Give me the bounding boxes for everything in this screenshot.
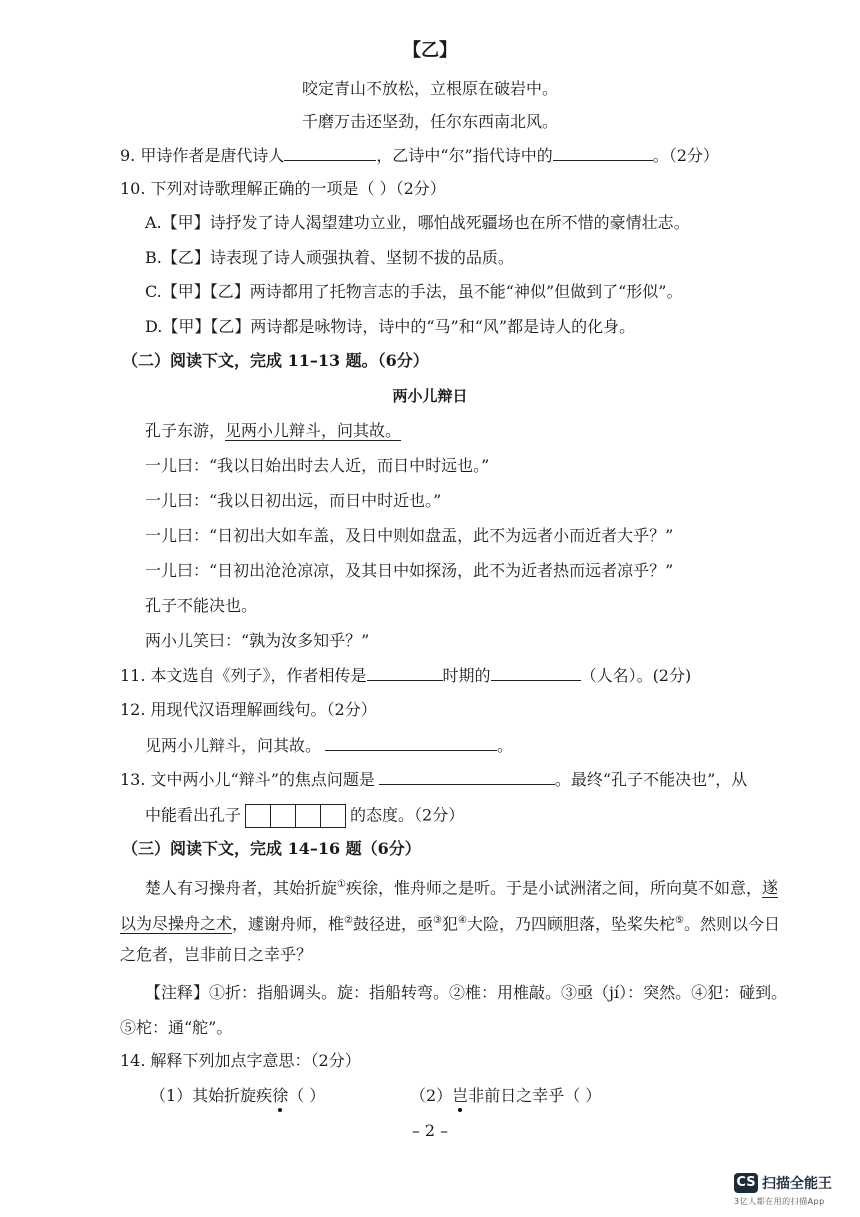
question-9 [120,144,719,167]
question-12-answer [145,734,513,757]
q12-sentence: 见两小儿辩斗，问其故。 [145,736,322,755]
q11-blank-1[interactable] [367,664,443,681]
dotted-character: 岂 [452,1086,469,1105]
p3-text: 大险，乃四顾胆落，坠桨失柁 [466,914,675,934]
watermark-title: 扫描全能王 [762,1176,832,1192]
q9-blank-1[interactable] [284,144,376,161]
passage-line-7: 两小儿笑曰：“孰为汝多知乎？” [145,631,370,650]
q13-text-c: 中能看出孔子 [145,805,242,825]
underlined-sentence: 见两小儿辩斗，问其故。 [225,421,402,440]
q14-item-2-answer[interactable]: 非前日之幸乎（ ） [468,1086,602,1105]
dotted-character: 徐 [272,1086,289,1105]
q9-text-c: 。（2分） [652,146,719,165]
q10-option-d: D.【甲】【乙】两诗都是咏物诗，诗中的“马”和“风”都是诗人的化身。 [145,317,636,336]
q11-text-a: 11. 本文选自《列子》，作者相传是 [120,666,367,685]
poem-yi-line-2: 千磨万击还坚劲，任尔东西南北风。 [301,112,558,131]
page-number: – 2 – [411,1121,449,1140]
q13-text-d: 的态度。（2分） [350,805,465,825]
q9-blank-2[interactable] [553,144,653,161]
watermark-subtitle: 3亿人都在用的扫描App [734,1197,825,1206]
footnote-marker-3: ③ [433,915,442,926]
footnote-marker-4: ④ [458,915,467,926]
p3-text: ，遽谢舟师，椎 [232,914,345,934]
q10-option-a: A.【甲】诗抒发了诗人渴望建功立业，哪怕战死疆场也在所不惜的豪情壮志。 [145,213,690,232]
p3-text: 楚人有习操舟者，其始折旋 [145,878,338,898]
q10-option-c: C.【甲】【乙】两诗都用了托物言志的手法，虽不能“神似”但做到了“形似”。 [145,282,683,301]
q9-text-b: ，乙诗中“尔”指代诗中的 [376,146,553,165]
p3-text: 鼓径进，亟 [353,914,434,934]
q14-item-2 [410,1085,601,1107]
footnote-marker-5: ⑤ [674,915,684,926]
section-2-heading: （二）阅读下文，完成 11–13 题。（6分） [122,351,429,370]
passage-line-1-plain: 孔子东游， [145,421,226,440]
underlined-phrase-start: 遂 [762,878,779,898]
q13-answer-boxes[interactable] [245,804,346,828]
poem-yi-heading: 【乙】 [403,40,457,61]
p3-text: 疾徐，惟舟师之是听。于是小试洲渚之间，所向莫不如意， [345,878,762,898]
question-12-stem: 12. 用现代汉语理解画线句。（2分） [120,700,377,719]
passage-line-2: 一儿曰：“我以日始出时去人近，而日中时远也。” [145,456,490,475]
question-10-stem: 10. 下列对诗歌理解正确的一项是（ ）（2分） [120,179,446,198]
section-3-heading: （三）阅读下文，完成 14–16 题（6分） [122,839,421,858]
q13-blank[interactable] [379,768,555,785]
scanner-watermark [734,1173,834,1208]
q14-item-2-text: （2） [410,1086,453,1105]
footnote-marker-1: ① [337,879,346,890]
underlined-phrase: 以为尽操舟之术 [120,914,233,934]
q12-period: 。 [497,736,514,755]
passage-line-4: 一儿曰：“日初出大如车盖，及日中则如盘盂，此不为远者小而近者大乎？” [145,526,674,545]
question-13-line-1 [120,768,747,791]
passage-line-6: 孔子不能决也。 [145,596,258,615]
p3-text: 。然则以今日 [683,914,780,934]
passage-line-1 [145,420,401,442]
passage-title: 两小儿辩日 [392,387,468,405]
q11-text-b: 时期的 [442,666,491,685]
q12-blank[interactable] [325,734,497,751]
passage-3-line-1 [145,874,778,899]
passage-3-line-3: 之危者，岂非前日之幸乎？ [120,945,313,964]
q14-item-1-text: （1）其始折旋疾 [150,1086,273,1105]
passage-3-line-2 [120,910,780,935]
question-14-stem: 14. 解释下列加点字意思：（2分） [120,1051,361,1070]
scanner-logo-icon: CS [734,1173,758,1193]
q14-item-1-answer[interactable]: （ ） [288,1086,326,1105]
p3-text: 犯 [441,914,458,934]
poem-yi-line-1: 咬定青山不放松，立根原在破岩中。 [301,79,558,98]
q11-blank-2[interactable] [491,664,581,681]
q11-text-c: （人名）。(2分) [580,666,692,685]
q9-text-a: 9. 甲诗作者是唐代诗人 [120,146,285,165]
q14-item-1 [150,1085,325,1107]
question-13-line-2 [145,804,464,828]
q13-text-b: 。最终“孔子不能决也”，从 [554,770,748,789]
footnote-marker-2: ② [344,915,353,926]
q10-option-b: B.【乙】诗表现了诗人顽强执着、坚韧不拔的品质。 [145,248,514,267]
q13-text-a: 13. 文中两小儿“辩斗”的焦点问题是 [120,770,375,789]
annotation-line-1: 【注释】①折：指船调头。旋：指船转弯。②椎：用椎敲。③亟（jí）：突然。④犯：碰到。 [145,983,788,1002]
passage-line-3: 一儿曰：“我以日初出远，而日中时近也。” [145,491,442,510]
question-11 [120,664,691,687]
annotation-line-2: ⑤柁：通“舵”。 [120,1018,233,1037]
passage-line-5: 一儿曰：“日初出沧沧凉凉，及其日中如探汤，此不为近者热而远者凉乎？” [145,561,674,580]
